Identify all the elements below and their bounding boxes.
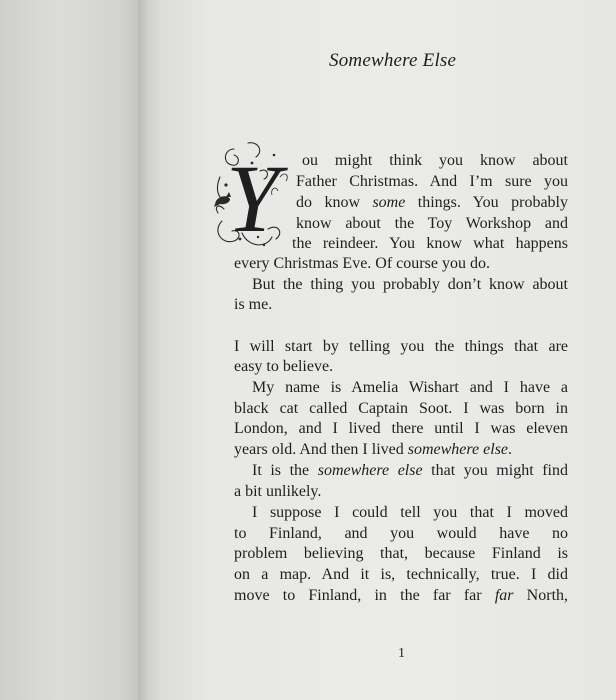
body-line-14: years old. And then I lived somewhere else. bbox=[234, 441, 513, 458]
body-line-8: is me. bbox=[234, 296, 273, 313]
body-line-16: a bit unlikely. bbox=[234, 483, 322, 500]
body-line-9: I will start by telling you the things that are bbox=[234, 338, 568, 355]
body-line-7: But the thing you probably don’t know about bbox=[252, 276, 568, 293]
body-line-19: problem believing that, because Finland is bbox=[234, 545, 568, 562]
body-line-6: every Christmas Eve. Of course you do. bbox=[234, 255, 490, 272]
body-line-21: move to Finland, in the far far far North, bbox=[234, 587, 569, 604]
body-line-1: ou might think you know about bbox=[302, 152, 568, 169]
dropcap-ornament bbox=[212, 137, 292, 257]
left-page bbox=[0, 0, 150, 700]
body-line-5: the reindeer. You know what happens bbox=[292, 235, 568, 252]
body-line-13: London, and I lived there until I was eleven bbox=[234, 420, 568, 437]
body-line-10: easy to believe. bbox=[234, 358, 334, 375]
dropcap-letter: Y bbox=[226, 145, 280, 252]
body-line-2: Father Christmas. And I’m sure you bbox=[296, 173, 568, 190]
chapter-title: Somewhere Else bbox=[329, 50, 457, 71]
body-line-15: It is the somewhere else that you might find bbox=[252, 462, 568, 479]
body-line-4: know about the Toy Workshop and bbox=[296, 215, 568, 232]
body-line-3: do know some things. You probably bbox=[296, 194, 568, 211]
body-line-12: black cat called Captain Soot. I was born in bbox=[234, 400, 568, 417]
body-line-18: to Finland, and you would have no bbox=[234, 525, 568, 542]
body-line-11: My name is Amelia Wishart and I have a bbox=[252, 379, 568, 396]
body-line-20: on a map. And it is, technically, true. I did bbox=[234, 566, 568, 583]
page-number: 1 bbox=[398, 646, 405, 661]
body-line-17: I suppose I could tell you that I moved bbox=[252, 504, 568, 521]
